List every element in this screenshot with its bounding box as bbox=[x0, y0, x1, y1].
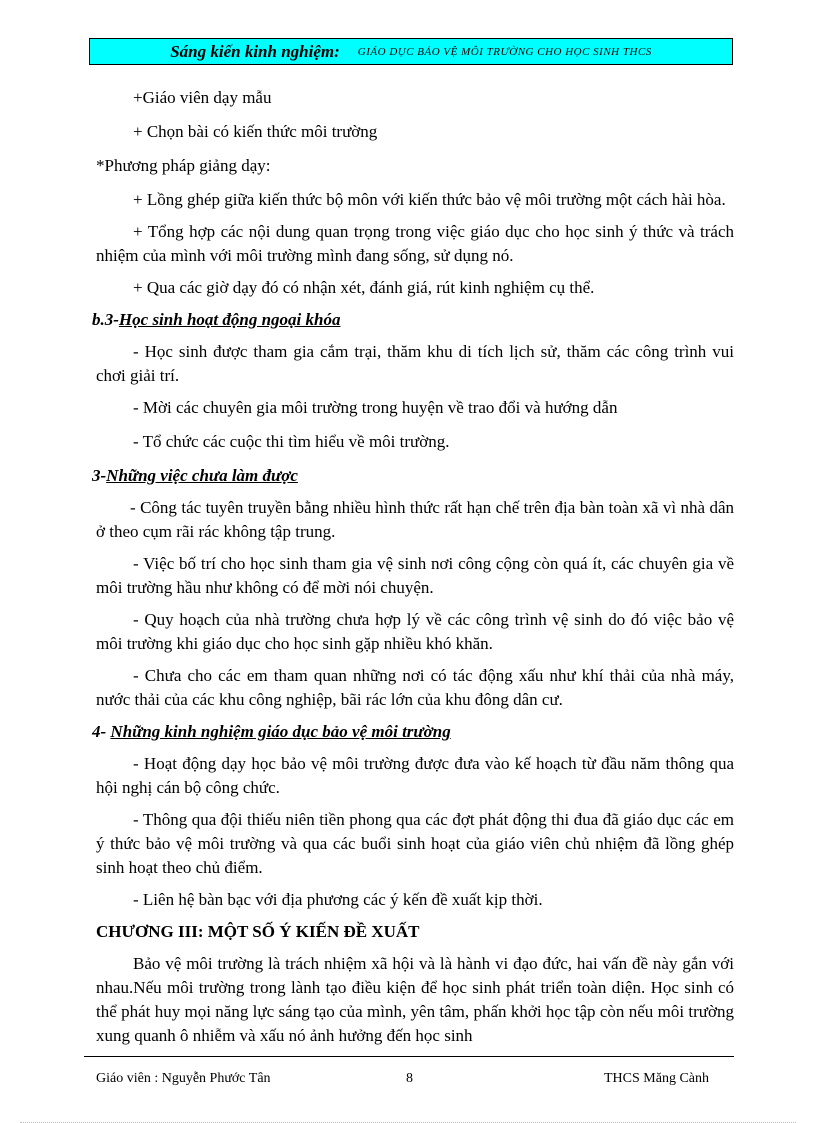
paragraph: - Mời các chuyên gia môi trường trong huyện về trao đổi và hướng dẫn bbox=[133, 398, 618, 417]
paragraph: - Hoạt động dạy học bảo vệ môi trường được đưa vào kế hoạch từ đầu năm thông qua hội nghị cán bộ công chức. bbox=[96, 754, 734, 797]
paragraph: - Quy hoạch của nhà trường chưa hợp lý về các công trình vệ sinh do đó việc bảo vệ môi trường khi giáo dục cho học sinh gặp nhiều khó khăn. bbox=[96, 610, 734, 653]
page-header bbox=[89, 38, 733, 65]
paragraph: Bảo vệ môi trường là trách nhiệm xã hội và là hành vi đạo đức, hai vấn đề này gắn với nhau.Nếu môi trường trong lành tạo điều kiện để học sinh phát triển toàn diện. Học sinh có thể phát huy mọi năng lực sáng tạo của mình, yên tâm, phấn khởi học tập còn nếu môi trường xung quanh ô nhiễm và xấu nó ảnh hưởng đến học sinh bbox=[96, 954, 734, 1045]
footer-school: THCS Măng Cành bbox=[604, 1071, 709, 1086]
paragraph: *Phương pháp giảng dạy: bbox=[96, 156, 271, 175]
section-heading: b.3-Học sinh hoạt động ngoại khóa bbox=[92, 310, 341, 329]
document-body bbox=[92, 86, 734, 1056]
header-subtitle: GIÁO DỤC BẢO VỆ MÔI TRƯỜNG CHO HỌC SINH THCS bbox=[357, 45, 652, 58]
page-number: 8 bbox=[406, 1071, 413, 1086]
section-heading: 3-Những việc chưa làm được bbox=[92, 466, 298, 485]
paragraph: - Học sinh được tham gia cắm trại, thăm khu di tích lịch sử, thăm các công trình vui chơi giải trí. bbox=[96, 342, 734, 385]
footer-teacher: Giáo viên : Nguyễn Phước Tân bbox=[96, 1071, 271, 1086]
paragraph: +Giáo viên dạy mẫu bbox=[133, 88, 272, 107]
section-heading: 4- Những kinh nghiệm giáo dục bảo vệ môi trường bbox=[92, 722, 451, 741]
paragraph: - Công tác tuyên truyền bằng nhiều hình thức rất hạn chế trên địa bàn toàn xã vì nhà dân ở theo cụm rãi rác không tập trung. bbox=[96, 498, 734, 541]
paragraph: + Qua các giờ dạy đó có nhận xét, đánh giá, rút kinh nghiệm cụ thể. bbox=[133, 278, 595, 297]
paragraph: - Việc bố trí cho học sinh tham gia vệ sinh nơi công cộng còn quá ít, các chuyên gia về môi trường hầu như không có để mời nói chuyện. bbox=[96, 554, 734, 597]
paragraph: - Tổ chức các cuộc thi tìm hiểu về môi trường. bbox=[133, 432, 450, 451]
paragraph: - Liên hệ bàn bạc với địa phương các ý kến đề xuất kịp thời. bbox=[133, 890, 543, 909]
paragraph: + Chọn bài có kiến thức môi trường bbox=[133, 122, 378, 141]
chapter-heading: CHƯƠNG III: MỘT SỐ Ý KIẾN ĐỀ XUẤT bbox=[96, 922, 420, 941]
paragraph: + Lồng ghép giữa kiến thức bộ môn với kiến thức bảo vệ môi trường một cách hài hòa. bbox=[133, 190, 726, 209]
paragraph: + Tổng hợp các nội dung quan trọng trong việc giáo dục cho học sinh ý thức và trách nhiệm của mình với môi trường mình đang sống, sử dụng nó. bbox=[96, 222, 734, 265]
footer-divider bbox=[84, 1056, 734, 1057]
paragraph: - Thông qua đội thiếu niên tiền phong qua các đợt phát động thi đua đã giáo dục các em ý thức bảo vệ môi trường và qua các buổi sinh hoạt của giáo viên chủ nhiệm đã lồng ghép sinh hoạt theo chủ điểm. bbox=[96, 810, 734, 877]
header-title: Sáng kiến kinh nghiệm: bbox=[170, 41, 340, 61]
paragraph: - Chưa cho các em tham quan những nơi có tác động xấu như khí thải của nhà máy, nước thải của các khu công nghiệp, bãi rác lớn của khu đông dân cư. bbox=[96, 666, 734, 709]
